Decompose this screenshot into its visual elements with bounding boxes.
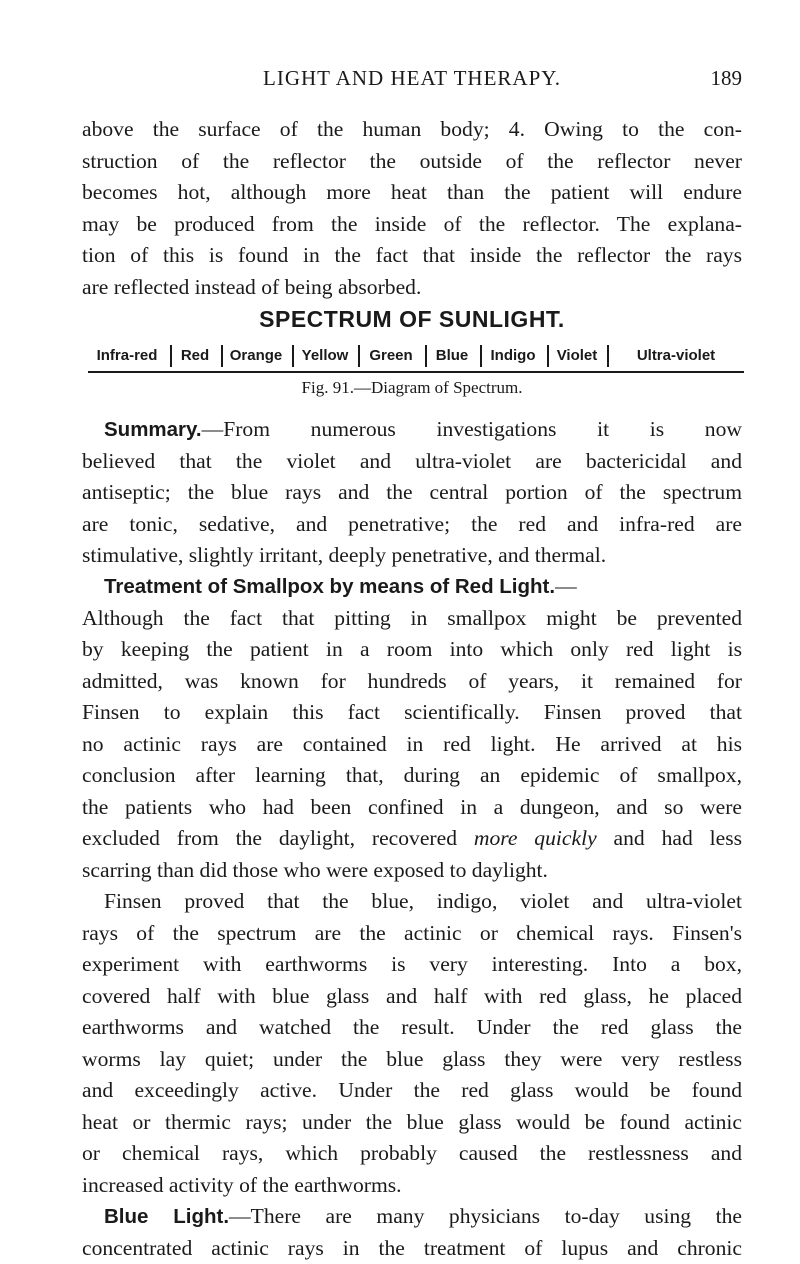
text-line: rays of the spectrum are the actinic or chemical rays. Finsen's [82,918,742,950]
band-divider [607,345,609,367]
text-line: believed that the violet and ultra-violet are bactericidal and [82,446,742,478]
text-line: Finsen proved that the blue, indigo, violet and ultra-violet [82,886,742,918]
text-line: increased activity of the earthworms. [82,1170,742,1202]
text-line: worms lay quiet; under the blue glass they were very restless [82,1044,742,1076]
blue-light-heading: Blue Light. [104,1205,229,1228]
summary-heading: Summary. [104,418,202,441]
text-run: and had less [614,826,742,850]
page-number: 189 [711,66,743,91]
text-line: experiment with earthworms is very interesting. Into a box, [82,949,742,981]
text-line: no actinic rays are contained in red light. He arrived at his [82,729,742,761]
spectrum-band-green: Green [362,343,420,369]
band-divider [480,345,482,367]
spectrum-band-red: Red [174,343,216,369]
text-line: are tonic, sedative, and penetrative; the red and infra-red are [82,509,742,541]
text-line: by keeping the patient in a room into which only red light is [82,634,742,666]
text-line: struction of the reflector the outside of the reflector never [82,146,742,178]
text-line: the patients who had been confined in a dungeon, and so were [82,792,742,824]
text-line: conclusion after learning that, during an epidemic of smallpox, [82,760,742,792]
text-line: above the surface of the human body; 4. Owing to the con- [82,114,742,146]
text-line: scarring than did those who were exposed to daylight. [82,855,742,887]
spectrum-band-blue: Blue [429,343,475,369]
text-line [82,414,742,446]
band-divider [221,345,223,367]
text-line: are reflected instead of being absorbed. [82,272,742,304]
text-line: covered half with blue glass and half with red glass, he placed [82,981,742,1013]
text-run: —There are many physicians to-day using the [229,1204,742,1228]
text-line: becomes hot, although more heat than the patient will endure [82,177,742,209]
text-line [82,823,742,855]
summary-paragraph [82,414,742,572]
spectrum-band-ultra-violet: Ultra-violet [611,343,741,369]
figure-caption: Fig. 91.—Diagram of Spectrum. [82,378,742,398]
text-line [82,1201,742,1233]
running-head [82,66,742,96]
text-line: Finsen to explain this fact scientifically. Finsen proved that [82,697,742,729]
spectrum-band-infra-red: Infra-red [88,343,166,369]
text-line: heat or thermic rays; under the blue glass would be found actinic [82,1107,742,1139]
band-divider [425,345,427,367]
text-line: antiseptic; the blue rays and the central portion of the spectrum [82,477,742,509]
text-line: concentrated actinic rays in the treatment of lupus and chronic [82,1233,742,1264]
text-run: —From numerous investigations it is now [202,417,742,441]
spectrum-diagram [88,343,744,373]
text-line: tion of this is found in the fact that inside the reflector the rays [82,240,742,272]
text-run: excluded from the daylight, recovered [82,826,457,850]
blue-light-paragraph [82,1201,742,1264]
text-line: and exceedingly active. Under the red glass would be found [82,1075,742,1107]
smallpox-heading: Treatment of Smallpox by means of Red Light. [104,575,555,598]
running-head-title: LIGHT AND HEAT THERAPY. [82,66,742,91]
finsen-paragraph [82,886,742,1201]
text-line: stimulative, slightly irritant, deeply penetrative, and thermal. [82,540,742,572]
text-line: may be produced from the inside of the reflector. The explana- [82,209,742,241]
emphasis-text: more quickly [474,826,597,850]
spectrum-band-violet: Violet [551,343,603,369]
band-divider [358,345,360,367]
band-divider [292,345,294,367]
text-run: — [555,574,577,598]
intro-paragraph [82,114,742,303]
band-divider [547,345,549,367]
text-line: earthworms and watched the result. Under the red glass the [82,1012,742,1044]
text-line: Although the fact that pitting in smallpox might be prevented [82,603,742,635]
spectrum-band-yellow: Yellow [296,343,354,369]
smallpox-paragraph [82,571,742,886]
spectrum-band-orange: Orange [225,343,287,369]
text-line: admitted, was known for hundreds of years, it remained for [82,666,742,698]
band-divider [170,345,172,367]
figure-title: SPECTRUM OF SUNLIGHT. [82,306,742,333]
text-line [82,571,742,603]
spectrum-band-indigo: Indigo [484,343,542,369]
text-line: or chemical rays, which probably caused the restlessness and [82,1138,742,1170]
